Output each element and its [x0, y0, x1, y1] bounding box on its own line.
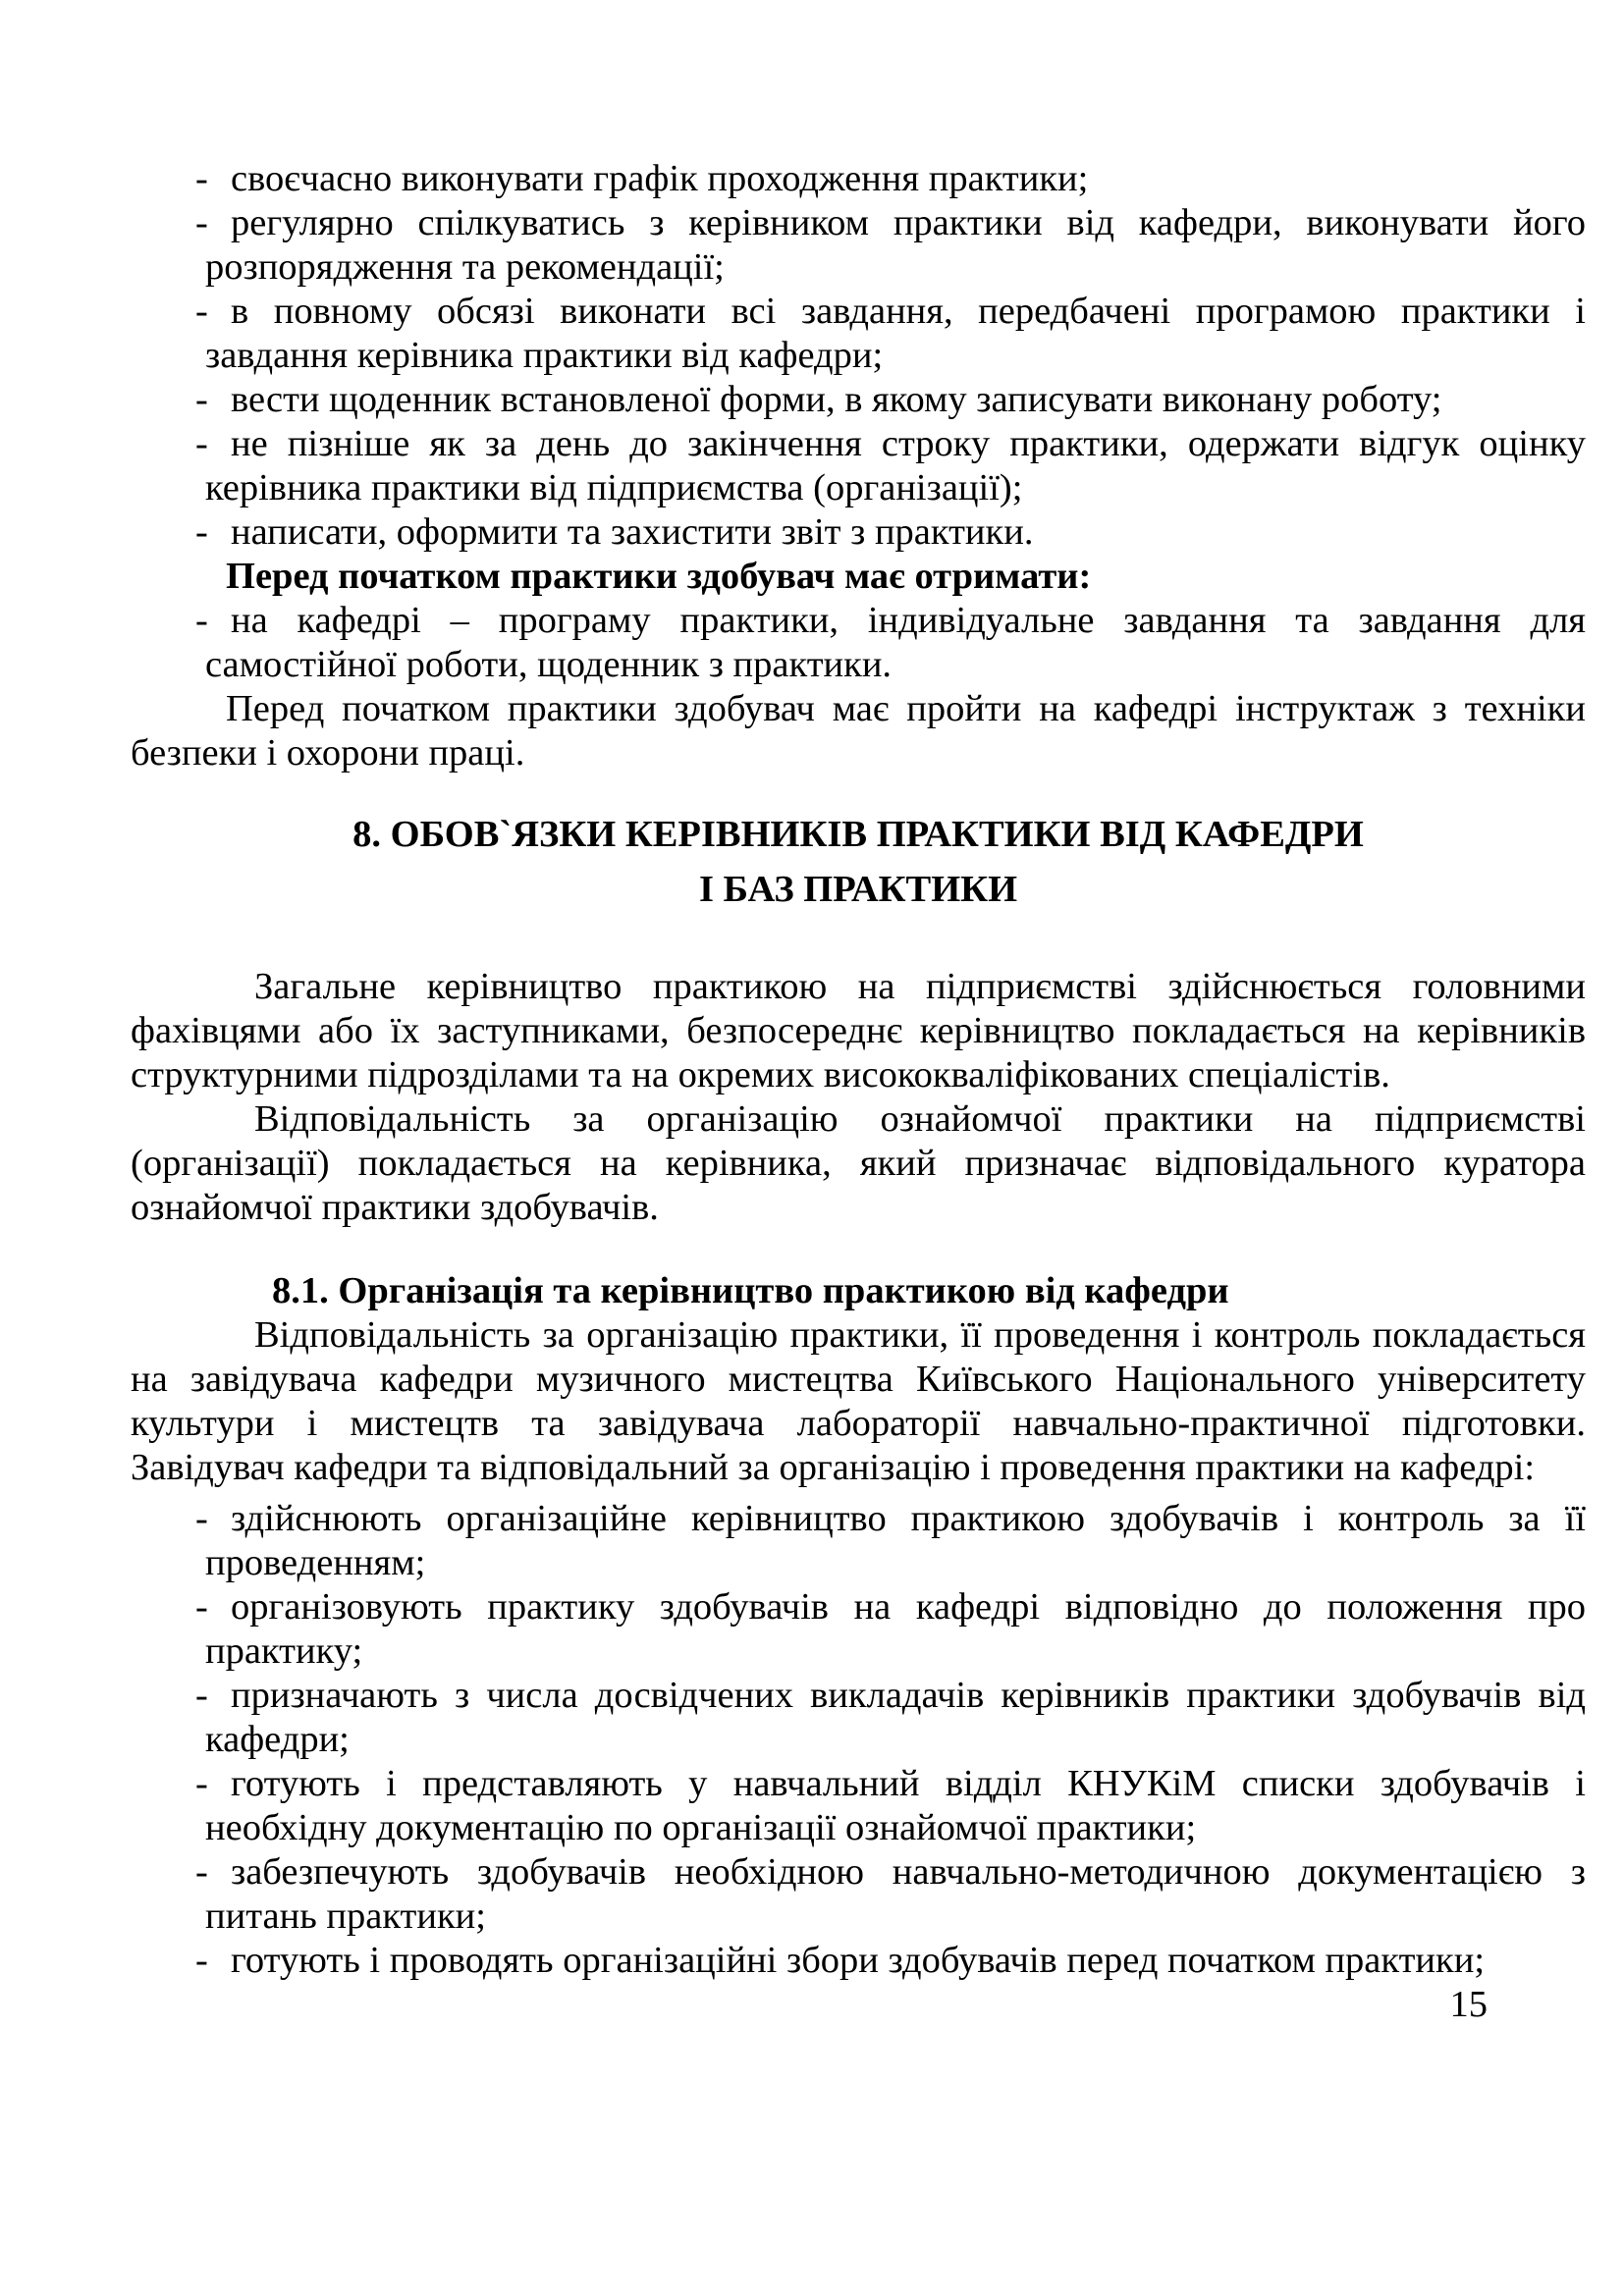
bullet-dash: - — [195, 1586, 208, 1628]
duties-list — [131, 1497, 1586, 1983]
list-item-text: на кафедрі – програму практики, індивідуальне завдання та завдання для самостійної роботи, щоденник з практики. — [205, 600, 1586, 685]
bullet-dash: - — [195, 1675, 208, 1716]
subsection-heading: 8.1. Організація та керівництво практикою від кафедри — [272, 1270, 1229, 1311]
section-heading-line2: І БАЗ ПРАКТИКИ — [698, 869, 1018, 910]
safety-paragraph: Перед початком практики здобувач має пройти на кафедрі інструктаж з техніки безпеки і охорони праці. — [131, 688, 1586, 774]
paragraph: Відповідальність за організацію практики, її проведення і контроль покладається на завідувача кафедри музичного мистецтва Київського Національного університету культури і мистецтв та завідувача лабораторії навчально-практичної підготовки. Завідувач кафедри та відповідальний за організацію і проведення практики на кафедрі: — [131, 1314, 1586, 1488]
list-item — [131, 1762, 1586, 1850]
list-item-text: здійснюють організаційне керівництво практикою здобувачів і контроль за її проведенням; — [205, 1498, 1586, 1583]
bullet-dash: - — [195, 158, 208, 199]
before-practice-bold-paragraph: Перед початком практики здобувач має отримати: — [226, 556, 1092, 597]
list-item-text: забезпечують здобувачів необхідною навчально-методичною документацією з питань практики; — [205, 1851, 1586, 1937]
bullet-dash: - — [195, 423, 208, 464]
list-item-text: готують і проводять організаційні збори здобувачів перед початком практики; — [231, 1940, 1486, 1981]
list-item — [131, 290, 1586, 378]
bullet-dash: - — [195, 1940, 208, 1981]
bullet-dash: - — [195, 379, 208, 420]
bullet-dash: - — [195, 202, 208, 243]
bullet-dash: - — [195, 1498, 208, 1539]
list-item — [131, 378, 1586, 422]
list-item-text: призначають з числа досвідчених викладачів керівників практики здобувачів від кафедри; — [205, 1675, 1586, 1760]
bullet-dash: - — [195, 291, 208, 332]
list-item — [131, 599, 1586, 687]
list-item — [131, 1850, 1586, 1939]
list-item-text: в повному обсязі виконати всі завдання, передбачені програмою практики і завдання керівника практики від кафедри; — [205, 291, 1586, 376]
bullet-dash: - — [195, 600, 208, 641]
paragraph: Відповідальність за організацію ознайомчої практики на підприємстві (організації) покладається на керівника, який призначає відповідального куратора ознайомчої практики здобувачів. — [131, 1098, 1586, 1228]
list-item — [131, 510, 1586, 555]
list-item-text: не пізніше як за день до закінчення строку практики, одержати відгук оцінку керівника практики від підприємства (організації); — [205, 423, 1586, 508]
list-item-text: своєчасно виконувати графік проходження практики; — [231, 158, 1089, 199]
bullet-dash: - — [195, 1851, 208, 1893]
section-heading-line1: 8. ОБОВ`ЯЗКИ КЕРІВНИКІВ ПРАКТИКИ ВІД КАФЕДРИ — [352, 814, 1364, 855]
list-item-text: написати, оформити та захистити звіт з практики. — [231, 511, 1034, 553]
bullet-dash: - — [195, 511, 208, 553]
section-heading — [131, 807, 1586, 917]
list-item — [131, 1674, 1586, 1762]
bullet-dash: - — [195, 1763, 208, 1804]
list-item — [131, 422, 1586, 510]
list-item — [131, 201, 1586, 290]
list-item-text: вести щоденник встановленої форми, в якому записувати виконану роботу; — [231, 379, 1442, 420]
paragraph: Загальне керівництво практикою на підприємстві здійснюється головними фахівцями або їх заступниками, безпосереднє керівництво покладається на керівників структурними підрозділами та на окремих висококваліфікованих спеціалістів. — [131, 966, 1586, 1095]
list-item — [131, 1497, 1586, 1585]
page-number: 15 — [1449, 1984, 1488, 2025]
list-item — [131, 157, 1586, 201]
list-item-text: готують і представляють у навчальний відділ КНУКіМ списки здобувачів і необхідну документацію по організації ознайомчої практики; — [205, 1763, 1586, 1848]
list-item-text: організовують практику здобувачів на кафедрі відповідно до положення про практику; — [205, 1586, 1586, 1672]
list-item — [131, 1585, 1586, 1674]
list-item-text: регулярно спілкуватись з керівником практики від кафедри, виконувати його розпорядження та рекомендації; — [205, 202, 1586, 288]
list-item — [131, 1939, 1586, 1983]
